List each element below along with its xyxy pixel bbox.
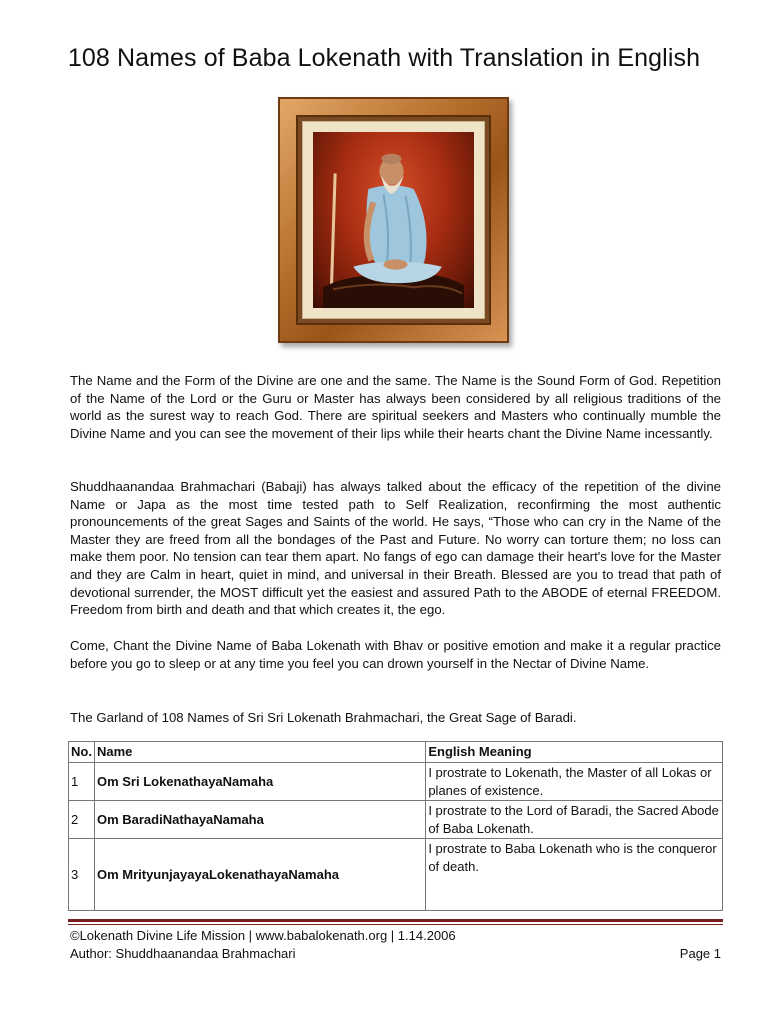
portrait-frame — [278, 97, 509, 343]
footer-author: Author: Shuddhaanandaa Brahmachari — [70, 946, 296, 961]
table-row — [69, 763, 723, 801]
header-name: Name — [94, 742, 425, 763]
row-no: 1 — [69, 763, 95, 801]
chant-paragraph: Come, Chant the Divine Name of Baba Lokenath with Bhav or positive emotion and make it a regular practice before you go to sleep or at any time you feel you can drown yourself in the Nectar of Divine Name. — [70, 638, 721, 671]
babaji-paragraph: Shuddhaanandaa Brahmachari (Babaji) has always talked about the efficacy of the repetition of the divine Name or Japa as the most time tested path to Self Realization, reconfirming the most authentic pronouncements of the great Sages and Saints of the world. He says, “Those who can cry in the Name of the Master they are freed from all the bondages of the Past and Future. No worry can torture them; no loss can make them poor. No tension can tear them apart. No fangs of ego can damage their heart's love for the Master and they are Calm in heart, quiet in mind, and universal in their Breath. Blessed are you to tread that path of devotional surrender, the MOST difficult yet the easiest and assured Path to the ABODE of eternal FREEDOM. Freedom from birth and death and that which creates it, the ego. — [70, 479, 721, 618]
seated-sage-icon — [313, 132, 474, 308]
row-name: Om BaradiNathayaNamaha — [94, 801, 425, 839]
footer-copyright: ©Lokenath Divine Life Mission | www.babalokenath.org | 1.14.2006 — [70, 928, 456, 943]
row-no: 3 — [69, 839, 95, 911]
row-meaning: I prostrate to Baba Lokenath who is the conqueror of death. — [426, 839, 723, 911]
header-no: No. — [69, 742, 95, 763]
footer-rule-thin — [68, 924, 723, 925]
table-header-row — [69, 742, 723, 763]
footer-rule — [68, 919, 723, 922]
page-number: Page 1 — [679, 946, 721, 961]
row-name: Om MrityunjayayaLokenathayaNamaha — [94, 839, 425, 911]
table-row — [69, 839, 723, 911]
table-row — [69, 801, 723, 839]
intro-paragraph: The Name and the Form of the Divine are one and the same. The Name is the Sound Form of God. Repetition of the Name of the Lord or the Guru or Master has always been considered by all religious traditions of the world as the surest way to reach God. There are spiritual seekers and Masters who continually mumble the Divine Name and you can see the movement of their lips while their hearts chant the Divine Name incessantly. — [70, 373, 721, 441]
row-meaning: I prostrate to the Lord of Baradi, the Sacred Abode of Baba Lokenath. — [426, 801, 723, 839]
names-table — [68, 741, 723, 911]
row-no: 2 — [69, 801, 95, 839]
garland-paragraph: The Garland of 108 Names of Sri Sri Lokenath Brahmachari, the Great Sage of Baradi. — [70, 710, 577, 725]
page-title: 108 Names of Baba Lokenath with Translation in English — [67, 44, 701, 72]
baba-lokenath-portrait-image — [313, 132, 474, 308]
header-meaning: English Meaning — [426, 742, 723, 763]
row-meaning: I prostrate to Lokenath, the Master of all Lokas or planes of existence. — [426, 763, 723, 801]
row-name: Om Sri LokenathayaNamaha — [94, 763, 425, 801]
